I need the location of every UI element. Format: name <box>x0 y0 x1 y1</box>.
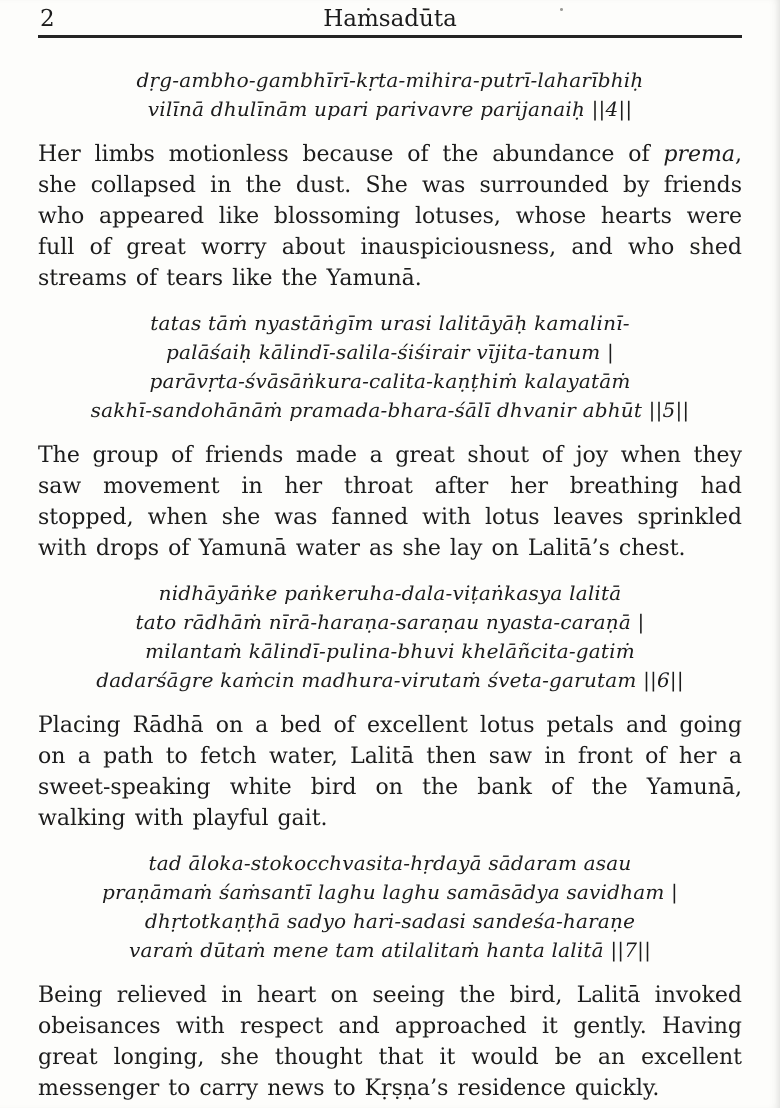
translation-paragraph-7: Being relieved in heart on seeing the bird, Lalitā invoked obeisances with respect and approached it gently. Having great longing, she thought that it would be an excellent messenger to carry news to Kṛṣṇa’s residence quickly. <box>38 983 742 1101</box>
translation-paragraph-4 <box>38 139 742 294</box>
verse-line: tato rādhāṁ nīrā-haraṇa-saraṇau nyasta-caraṇā | <box>135 610 645 634</box>
page-number: 2 <box>40 6 55 32</box>
verse-line: parāvṛta-śvāsāṅkura-calita-kaṇṭhiṁ kalayatāṁ <box>149 369 631 393</box>
paragraph-text: , she collapsed in the dust. She was surrounded by friends who appeared like blossoming lotuses, whose hearts were full of great worry about inauspiciousness, and who shed streams of tears like the Yamunā. <box>38 142 742 291</box>
verse-line: tatas tāṁ nyastāṅgīm urasi lalitāyāḥ kamalinī- <box>150 311 630 335</box>
paragraph-text: Her limbs motionless because of the abundance of <box>38 142 664 167</box>
verse-line: dadarśāgre kaṁcin madhura-virutaṁ śveta-garutam ||6|| <box>96 668 684 692</box>
verse-line: praṇāmaṁ śaṁsantī laghu laghu samāsādya savidham | <box>102 880 678 904</box>
verse-line: milantaṁ kālindī-pulina-bhuvi khelāñcita-gatiṁ <box>145 639 635 663</box>
verse-line: dhṛtotkaṇṭhā sadyo hari-sadasi sandeśa-haraṇe <box>144 909 636 933</box>
italic-term: prema <box>663 142 735 167</box>
verse-block-7 <box>38 849 742 965</box>
verse-line: sakhī-sandohānāṁ pramada-bhara-śālī dhvanir abhūt ||5|| <box>90 398 690 422</box>
verse-line: dṛg-ambho-gambhīrī-kṛta-mihira-putrī-laharībhiḥ <box>136 68 644 92</box>
page-header <box>38 0 742 38</box>
running-title: Haṁsadūta <box>323 6 457 32</box>
verse-block-5 <box>38 309 742 425</box>
verse-line: tad āloka-stokocchvasita-hṛdayā sādaram asau <box>148 851 632 875</box>
verse-line: varaṁ dūtaṁ mene tam atilalitaṁ hanta lalitā ||7|| <box>128 938 652 962</box>
translation-paragraph-5: The group of friends made a great shout of joy when they saw movement in her throat after her breathing had stopped, when she was fanned with lotus leaves sprinkled with drops of Yamunā water as she lay on Lalitā’s chest. <box>38 443 742 561</box>
verse-line: palāśaiḥ kālindī-salila-śiśirair vījita-tanum | <box>166 340 614 364</box>
verse-block-6 <box>38 579 742 695</box>
verse-line: nidhāyāṅke paṅkeruha-dala-viṭaṅkasya lalitā <box>158 581 622 605</box>
verse-line: vilīnā dhulīnām upari parivavre parijanaiḥ ||4|| <box>147 97 633 121</box>
translation-paragraph-6: Placing Rādhā on a bed of excellent lotus petals and going on a path to fetch water, Lalitā then saw in front of her a sweet-speaking white bird on the bank of the Yamunā, walking with playful gait. <box>38 713 742 831</box>
verse-block-4 <box>38 66 742 124</box>
